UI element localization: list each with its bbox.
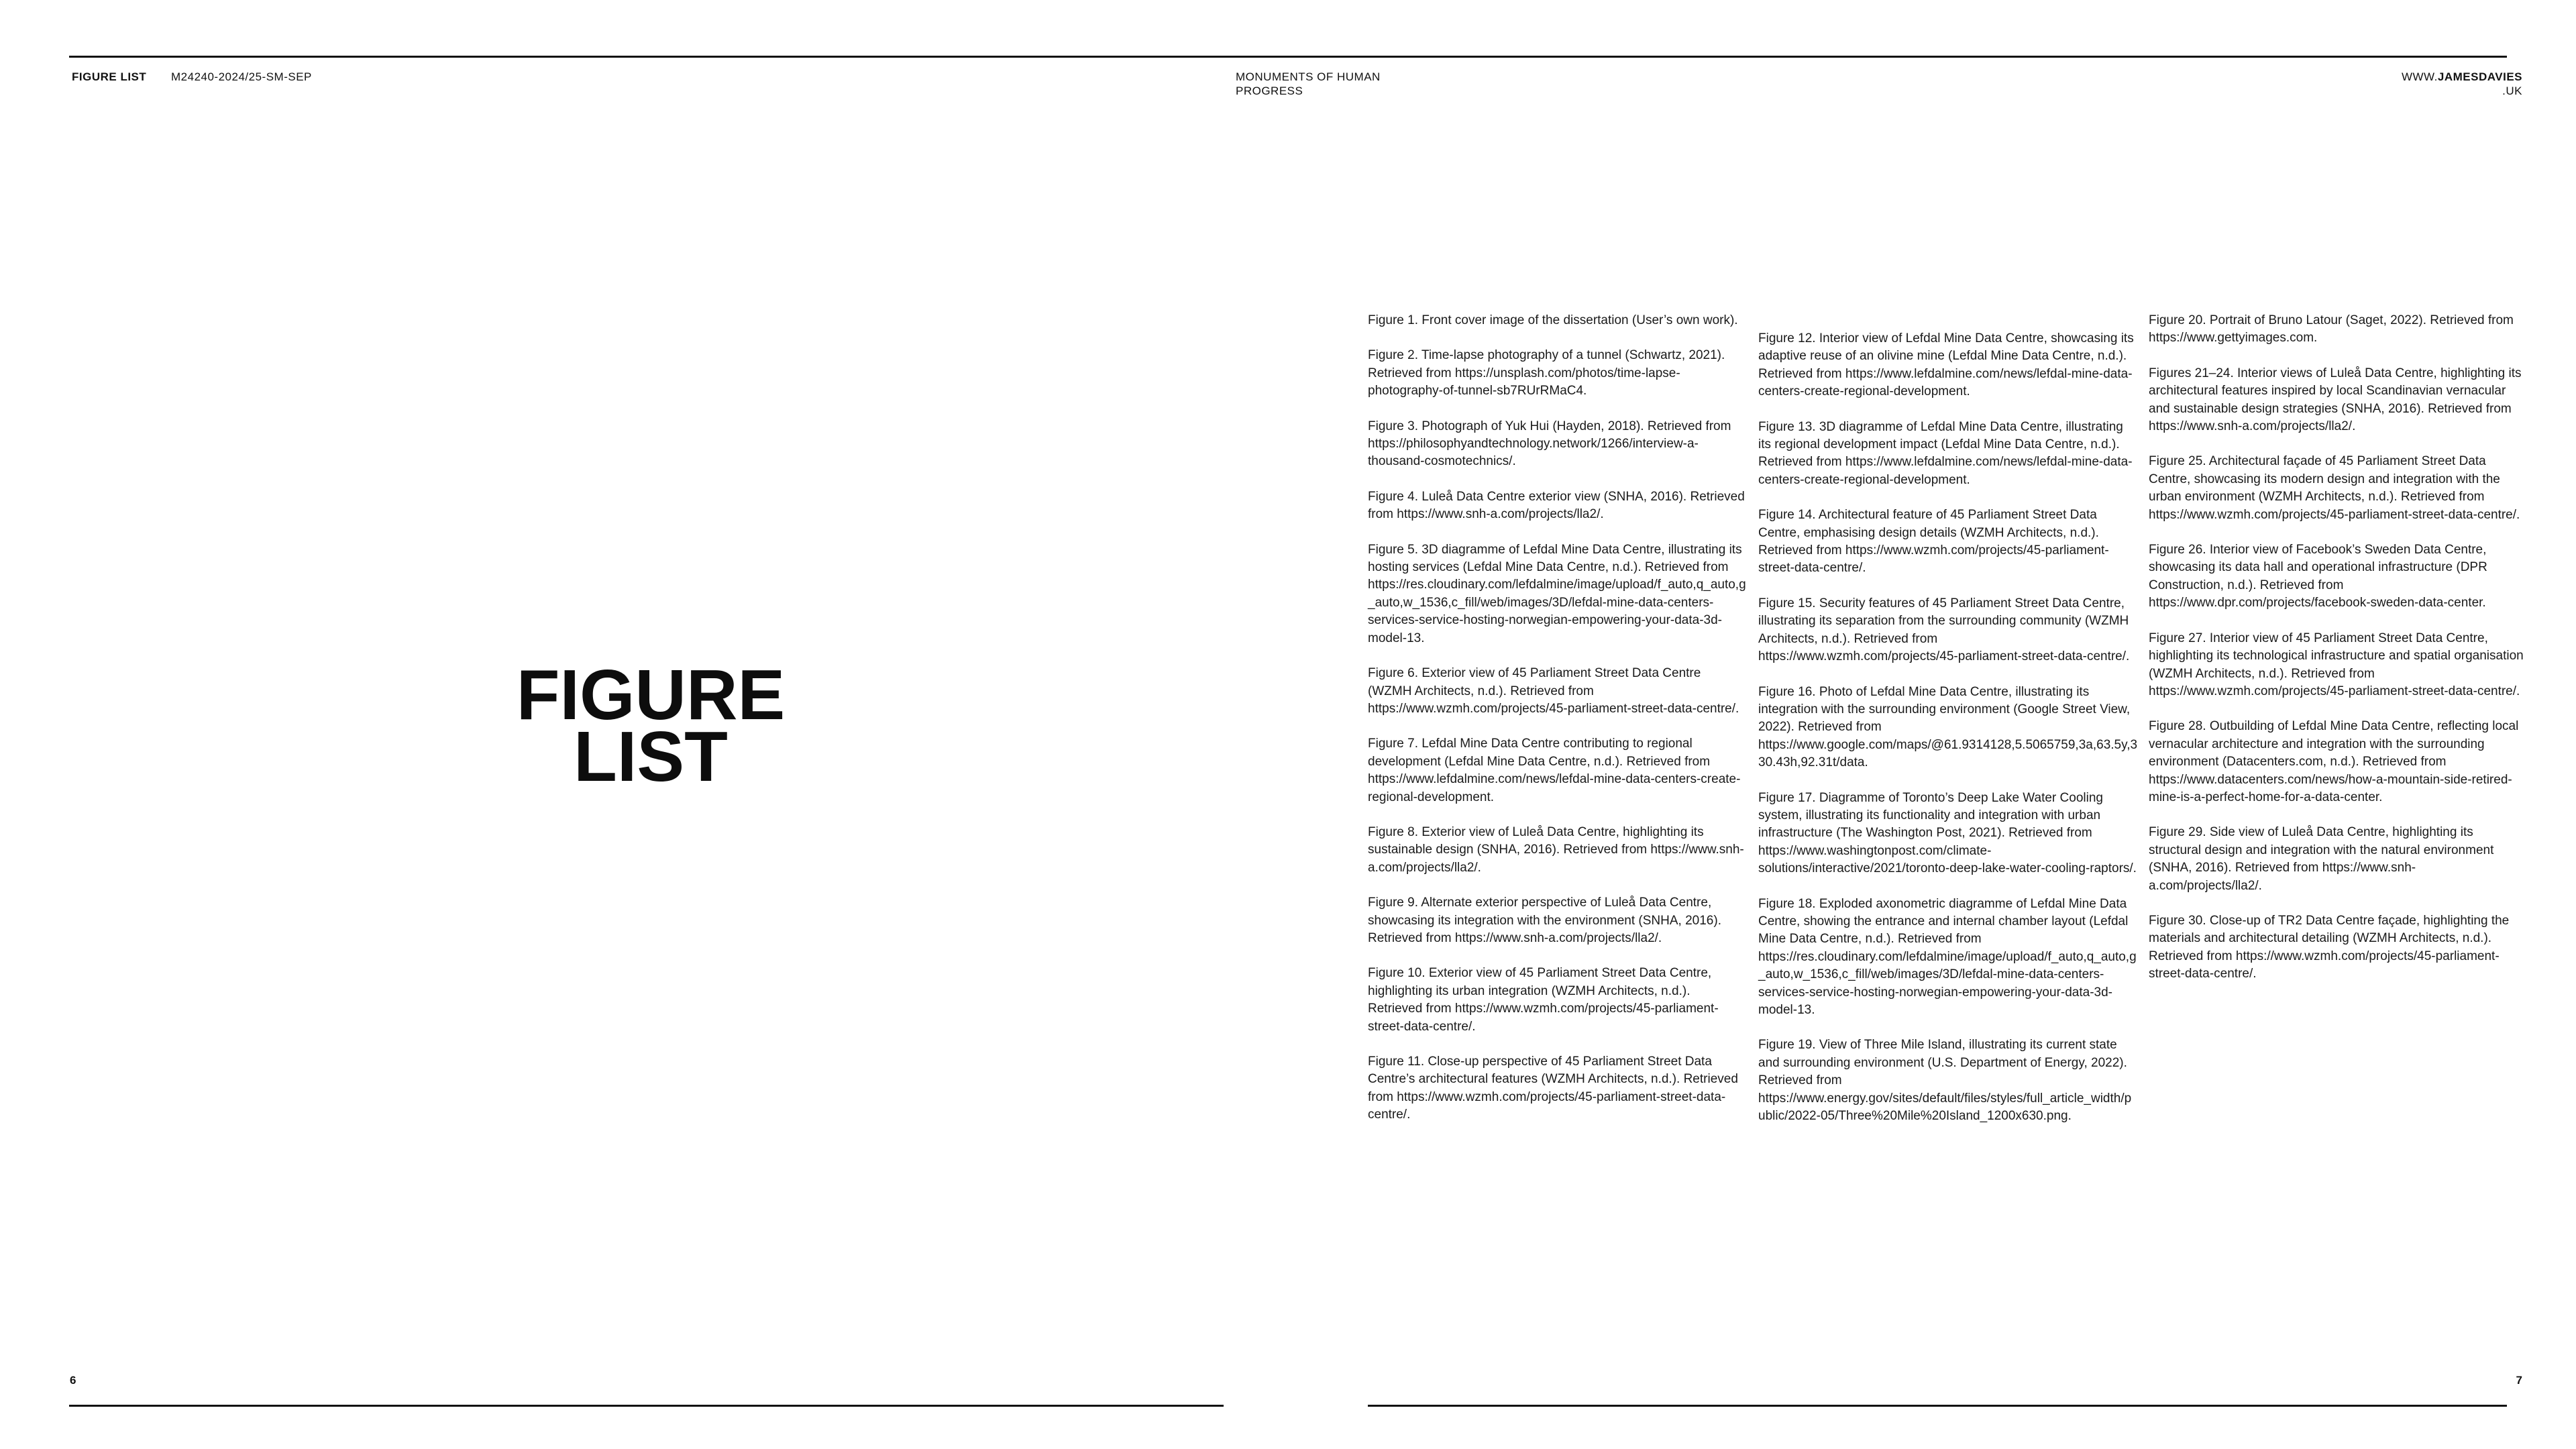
figure-caption: Figure 30. Close-up of TR2 Data Centre façade, highlighting the materials and architectural detailing (WZMH Architects, n.d.). Retrieved from https://www.wzmh.com/projects/45-parliament-street-data-centre/. (2149, 913, 2510, 981)
footer-rule-right (1368, 1405, 2507, 1407)
header-rule (69, 56, 2507, 58)
figure-caption: Figure 26. Interior view of Facebook’s Sweden Data Centre, showcasing its data hall and operational infrastructure (DPR Construction, n.d.). Retrieved from https://www.dpr.com/projects/facebook-sweden-data-center. (2149, 543, 2487, 610)
figure-caption: Figure 16. Photo of Lefdal Mine Data Centre, illustrating its integration with the surrounding environment (Google Street View, 2022). Retrieved from https://www.google.com/maps/@61.9314128,5.5065759,3a,63.5y,330.43h,92.31t/data. (1758, 684, 2138, 770)
figure-caption: Figures 21–24. Interior views of Luleå Data Centre, highlighting its architectural features inspired by local Scandinavian vernacular and sustainable design strategies (SNHA, 2016). Retrieved from https://www.snh-a.com/projects/lla2/. (2149, 366, 2522, 434)
figure-caption: Figure 5. 3D diagramme of Lefdal Mine Data Centre, illustrating its hosting services (Lefdal Mine Data Centre, n.d.). Retrieved from https://res.cloudinary.com/lefdalmine/image/upload/f_auto,q_auto,g_auto,w_1536,c_fill/web/images/3D/lefdal-mine-data-centers-services-service-hosting-norwegian-empowering-your-data-3d-model-13. (1368, 542, 1746, 645)
footer-rule-left (69, 1405, 1224, 1407)
figure-caption: Figure 20. Portrait of Bruno Latour (Saget, 2022). Retrieved from https://www.gettyimages.com. (2149, 313, 2514, 345)
page-title-line-1: FIGURE (516, 655, 786, 735)
figure-list-column-2 (1758, 330, 2138, 1142)
figure-caption: Figure 14. Architectural feature of 45 Parliament Street Data Centre, emphasising design details (WZMH Architects, n.d.). Retrieved from https://www.wzmh.com/projects/45-parliament-street-data-centre/. (1758, 508, 2109, 576)
figure-caption: Figure 11. Close-up perspective of 45 Parliament Street Data Centre’s architectural features (WZMH Architects, n.d.). Retrieved from https://www.wzmh.com/projects/45-parliament-street-data-centre/. (1368, 1055, 1738, 1122)
figure-caption: Figure 12. Interior view of Lefdal Mine Data Centre, showcasing its adaptive reuse of an olivine mine (Lefdal Mine Data Centre, n.d.). Retrieved from https://www.lefdalmine.com/news/lefdal-mine-data-centers-create-regional-development. (1758, 331, 2134, 399)
header-website (2402, 70, 2522, 98)
figure-caption: Figure 1. Front cover image of the dissertation (User’s own work). (1368, 313, 1738, 327)
figure-caption: Figure 15. Security features of 45 Parliament Street Data Centre, illustrating its separation from the surrounding community (WZMH Architects, n.d.). Retrieved from https://www.wzmh.com/projects/45-parliament-street-data-centre/. (1758, 596, 2130, 664)
figure-caption: Figure 25. Architectural façade of 45 Parliament Street Data Centre, showcasing its modern design and integration with the urban environment (WZMH Architects, n.d.). Retrieved from https://www.wzmh.com/projects/45-parliament-street-data-centre/. (2149, 454, 2520, 522)
figure-caption: Figure 19. View of Three Mile Island, illustrating its current state and surrounding environment (U.S. Department of Energy, 2022). Retrieved from https://www.energy.gov/sites/default/files/styles/full_article_width/public/2022-05/Three%20Mile%20Island_1200x630.png. (1758, 1038, 2132, 1124)
page-number-right: 7 (2516, 1374, 2522, 1387)
figure-caption: Figure 9. Alternate exterior perspective of Luleå Data Centre, showcasing its integration with the environment (SNHA, 2016). Retrieved from https://www.snh-a.com/projects/lla2/. (1368, 896, 1721, 945)
figure-caption: Figure 13. 3D diagramme of Lefdal Mine Data Centre, illustrating its regional development impact (Lefdal Mine Data Centre, n.d.). Retrieved from https://www.lefdalmine.com/news/lefdal-mine-data-centers-create-regional-development. (1758, 419, 2133, 487)
website-suffix: .UK (2502, 85, 2522, 97)
figure-caption: Figure 2. Time-lapse photography of a tunnel (Schwartz, 2021). Retrieved from https://unsplash.com/photos/time-lapse-photography-of-tunnel-sb7RUrRMaC4. (1368, 348, 1725, 398)
figure-caption: Figure 8. Exterior view of Luleå Data Centre, highlighting its sustainable design (SNHA, 2016). Retrieved from https://www.snh-a.com/projects/lla2/. (1368, 824, 1744, 875)
figure-list-column-1 (1368, 312, 1748, 1142)
figure-caption: Figure 28. Outbuilding of Lefdal Mine Data Centre, reflecting local vernacular architecture and integration with the surrounding environment (Datacenters.com, n.d.). Retrieved from https://www.datacenters.com/news/how-a-mountain-side-retired-mine-is-a-perfect-home-for-a-data-center. (2149, 719, 2519, 804)
figure-list-column-3 (2149, 312, 2528, 1001)
header-document-code: M24240-2024/25-SM-SEP (171, 70, 312, 83)
figure-caption: Figure 29. Side view of Luleå Data Centre, highlighting its structural design and integration with the natural environment (SNHA, 2016). Retrieved from https://www.snh-a.com/projects/lla2/. (2149, 825, 2494, 893)
header-section-label: FIGURE LIST (72, 70, 147, 83)
page-title-line-2: LIST (574, 717, 728, 796)
page-title (496, 655, 805, 796)
page-number-left: 6 (70, 1374, 76, 1387)
figure-caption: Figure 18. Exploded axonometric diagramme of Lefdal Mine Data Centre, showing the entrance and internal chamber layout (Lefdal Mine Data Centre, n.d.). Retrieved from https://res.cloudinary.com/lefdalmine/image/upload/f_auto,q_auto,g_auto,w_1536,c_fill/web/images/3D/lefdal-mine-data-centers-services-service-hosting-norwegian-empowering-your-data-3d-model-13. (1758, 896, 2137, 1017)
website-prefix: WWW. (2401, 70, 2438, 83)
website-name: JAMESDAVIES (2437, 70, 2522, 83)
figure-caption: Figure 27. Interior view of 45 Parliament Street Data Centre, highlighting its technological infrastructure and spatial organisation (WZMH Architects, n.d.). Retrieved from https://www.wzmh.com/projects/45-parliament-street-data-centre/. (2149, 631, 2524, 698)
figure-caption: Figure 3. Photograph of Yuk Hui (Hayden, 2018). Retrieved from https://philosophyandtechnology.network/1266/interview-a-thousand-cosmotechnics/. (1368, 419, 1731, 469)
figure-caption: Figure 10. Exterior view of 45 Parliament Street Data Centre, highlighting its urban integration (WZMH Architects, n.d.). Retrieved from https://www.wzmh.com/projects/45-parliament-street-data-centre/. (1368, 966, 1719, 1034)
header-publication-title: MONUMENTS OF HUMAN PROGRESS (1236, 70, 1381, 97)
figure-caption: Figure 6. Exterior view of 45 Parliament Street Data Centre (WZMH Architects, n.d.). Retrieved from https://www.wzmh.com/projects/45-parliament-street-data-centre/. (1368, 666, 1739, 716)
figure-caption: Figure 4. Luleå Data Centre exterior view (SNHA, 2016). Retrieved from https://www.snh-a.com/projects/lla2/. (1368, 489, 1745, 522)
figure-caption: Figure 7. Lefdal Mine Data Centre contributing to regional development (Lefdal Mine Data Centre, n.d.). Retrieved from https://www.lefdalmine.com/news/lefdal-mine-data-centers-create-regional-development. (1368, 737, 1741, 804)
figure-caption: Figure 17. Diagramme of Toronto’s Deep Lake Water Cooling system, illustrating its functionality and integration with urban infrastructure (The Washington Post, 2021). Retrieved from https://www.washingtonpost.com/climate-solutions/interactive/2021/toronto-deep-lake-water-cooling-raptors/. (1758, 790, 2137, 876)
